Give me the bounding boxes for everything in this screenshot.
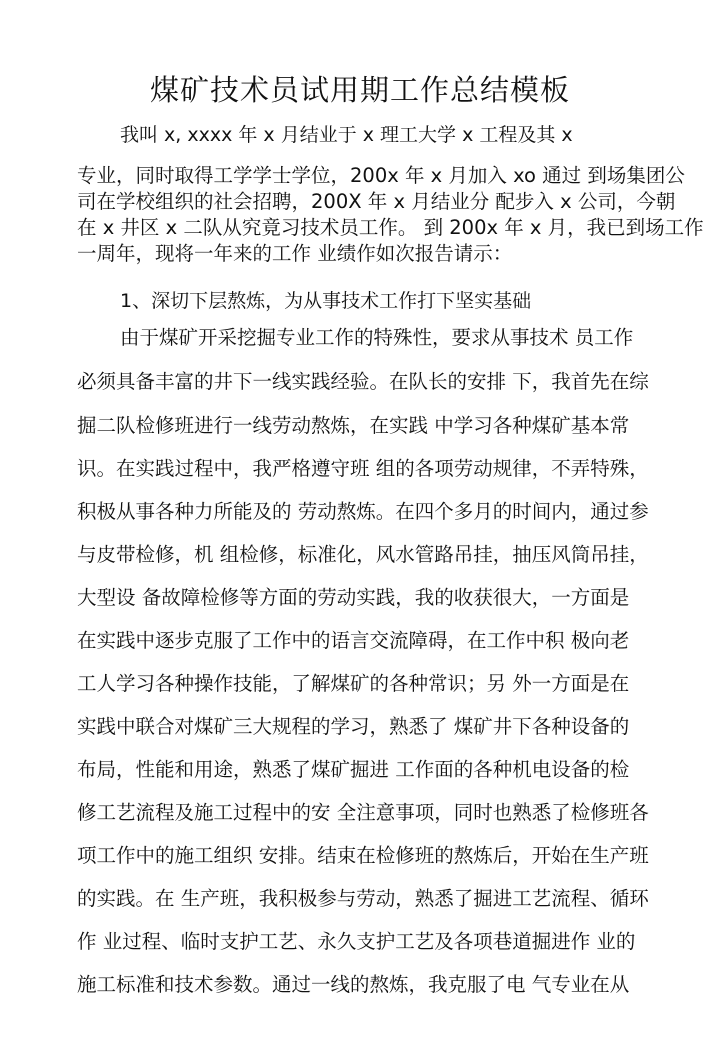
intro-line-3: 司在学校组织的社会招聘，200X 年 x 月结业分 配步入 x 公司，今朝: [77, 190, 676, 213]
intro-line-2: 专业，同时取得工学学士学位，200x 年 x 月加入 xo 通过 到场集团公: [77, 164, 685, 187]
body-line-16: 施工标准和技术参数。通过一线的熬炼，我克服了电 气专业在从: [77, 973, 630, 996]
body-line-8: 在实践中逐步克服了工作中的语言交流障碍，在工作中积 极向老: [77, 629, 630, 652]
body-line-4: 识。在实践过程中，我严格遵守班 组的各项劳动规律，不弄特殊，: [77, 457, 649, 480]
body-line-15: 作 业过程、临时支护工艺、永久支护工艺及各项巷道掘进作 业的: [77, 930, 636, 953]
document-title: 煤矿技术员试用期工作总结模板: [149, 73, 570, 107]
body-line-5: 积极从事各种力所能及的 劳动熬炼。在四个多月的时间内，通过参: [77, 500, 649, 523]
body-line-10: 实践中联合对煤矿三大规程的学习，熟悉了 煤矿井下各种设备的: [77, 715, 630, 738]
body-line-6: 与皮带检修，机 组检修，标准化，风水管路吊挂，抽压风筒吊挂，: [77, 543, 649, 566]
intro-line-5: 一周年，现将一年来的工作 业绩作如次报告请示：: [77, 242, 513, 265]
body-line-11: 布局，性能和用途，熟悉了煤矿掘进 工作面的各种机电设备的检: [77, 758, 630, 781]
intro-line-4: 在 x 井区 x 二队从究竟习技术员工作。 到 200x 年 x 月，我已到场工作: [77, 216, 704, 239]
body-line-9: 工人学习各种操作技能，了解煤矿的各种常识；另 外一方面是在: [77, 672, 630, 695]
section-heading: 1、深切下层熬炼，为从事技术工作打下坚实基础: [120, 290, 532, 312]
body-line-14: 的实践。在 生产班，我积极参与劳动，熟悉了掘进工艺流程、循环: [77, 887, 649, 910]
body-line-7: 大型设 备故障检修等方面的劳动实践，我的收获很大，一方面是: [77, 586, 630, 609]
body-line-1: 由于煤矿开采挖掘专业工作的特殊性，要求从事技术 员工作: [120, 326, 634, 349]
body-line-3: 掘二队检修班进行一线劳动熬炼，在实践 中学习各种煤矿基本常: [77, 414, 630, 437]
intro-line-1: 我叫 x, xxxx 年 x 月结业于 x 理工大学 x 工程及其 x: [120, 124, 573, 146]
body-line-12: 修工艺流程及施工过程中的安 全注意事项，同时也熟悉了检修班各: [77, 801, 649, 824]
body-line-13: 项工作中的施工组织 安排。结束在检修班的熬炼后，开始在生产班: [77, 844, 649, 867]
body-line-2: 必须具备丰富的井下一线实践经验。在队长的安排 下，我首先在综: [77, 370, 649, 393]
